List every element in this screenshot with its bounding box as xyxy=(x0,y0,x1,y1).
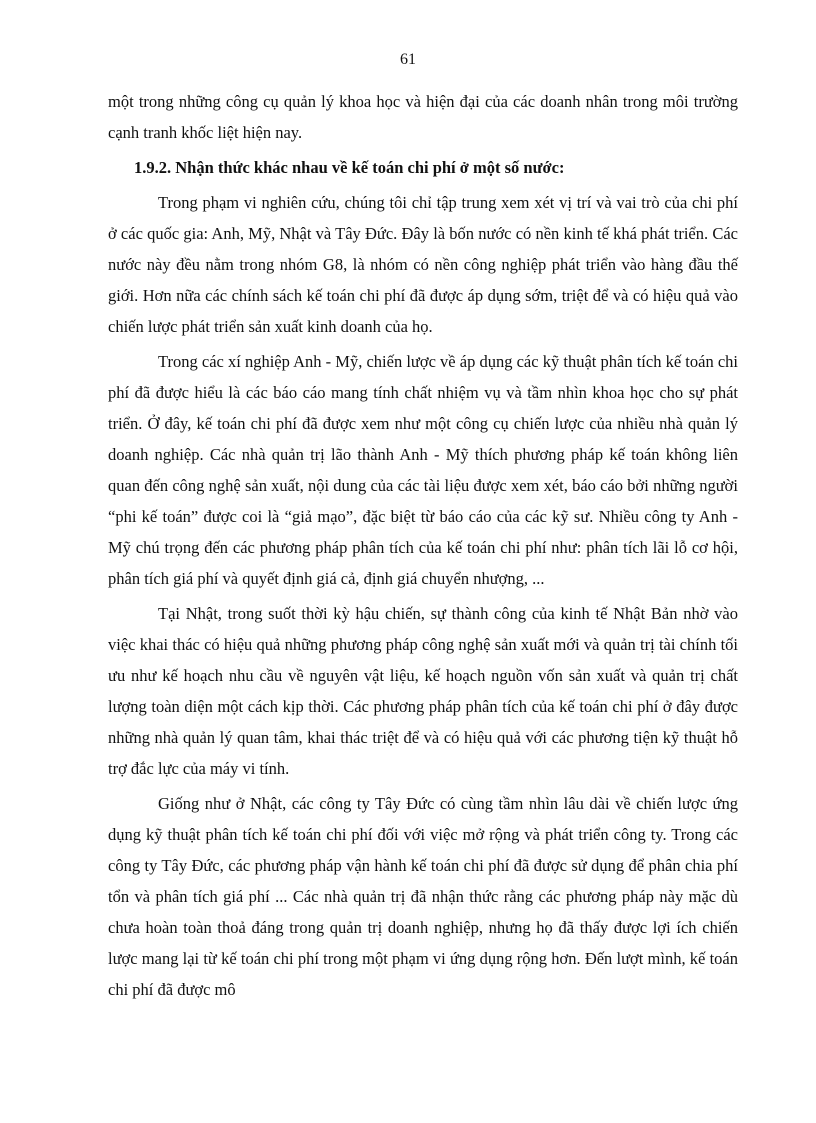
paragraph-scope: Trong phạm vi nghiên cứu, chúng tôi chỉ tập trung xem xét vị trí và vai trò của chi phí ở các quốc gia: Anh, Mỹ, Nhật và Tây Đức. Đây là bốn nước có nền kinh tế khá phát triển. Các nước này đều nằm trong nhóm G8, là nhóm có nền công nghiệp phát triển vào hàng đầu thế giới. Hơn nữa các chính sách kế toán chi phí đã được áp dụng sớm, triệt để và có hiệu quả vào chiến lược phát triển sản xuất kinh doanh của họ. xyxy=(108,193,738,336)
page-number: 61 xyxy=(400,51,416,68)
section-heading: 1.9.2. Nhận thức khác nhau về kế toán chi phí ở một số nước: xyxy=(134,158,565,177)
paragraph-anh-my: Trong các xí nghiệp Anh - Mỹ, chiến lược về áp dụng các kỹ thuật phân tích kế toán chi phí đã được hiểu là các báo cáo mang tính chất nhiệm vụ và tầm nhìn khoa học cho sự phát triển. Ở đây, kế toán chi phí đã được xem như một công cụ chiến lược của nhiều nhà quản lý doanh nghiệp. Các nhà quản trị lão thành Anh - Mỹ thích phương pháp kế toán không liên quan đến công nghệ sản xuất, nội dung của các tài liệu được xem xét, báo cáo bởi những người “phi kế toán” được coi là “giả mạo”, đặc biệt từ báo cáo của các kỹ sư. Nhiều công ty Anh - Mỹ chú trọng đến các phương pháp phân tích của kế toán chi phí như: phân tích lãi lỗ cơ hội, phân tích giá phí và quyết định giá cả, định giá chuyển nhượng, ... xyxy=(108,352,738,588)
paragraph-nhat: Tại Nhật, trong suốt thời kỳ hậu chiến, sự thành công của kinh tế Nhật Bản nhờ vào việc khai thác có hiệu quả những phương pháp công nghệ sản xuất mới và quản trị tài chính tối ưu như kế hoạch nhu cầu về nguyên vật liệu, kế hoạch nguồn vốn sản xuất và quản trị chất lượng toàn diện một cách kịp thời. Các phương pháp phân tích của kế toán chi phí ở đây được những nhà quản lý quan tâm, khai thác triệt để và có hiệu quả với các phương tiện kỹ thuật hỗ trợ đắc lực của máy vi tính. xyxy=(108,604,738,778)
paragraph-tay-duc: Giống như ở Nhật, các công ty Tây Đức có cùng tầm nhìn lâu dài về chiến lược ứng dụng kỹ thuật phân tích kế toán chi phí đối với việc mở rộng và phát triển công ty. Trong các công ty Tây Đức, các phương pháp vận hành kế toán chi phí đã được sử dụng để phân chia phí tổn và phân tích giá phí ... Các nhà quản trị đã nhận thức rằng các phương pháp này mặc dù chưa hoàn toàn thoả đáng trong quản trị doanh nghiệp, nhưng họ đã thấy được lợi ích chiến lược mang lại từ kế toán chi phí trong một phạm vi ứng dụng rộng hơn. Đến lượt mình, kế toán chi phí đã được mô xyxy=(108,794,738,999)
page-body xyxy=(108,86,738,1009)
intro-continuation-paragraph: một trong những công cụ quản lý khoa học và hiện đại của các doanh nhân trong môi trường cạnh tranh khốc liệt hiện nay. xyxy=(108,92,738,142)
